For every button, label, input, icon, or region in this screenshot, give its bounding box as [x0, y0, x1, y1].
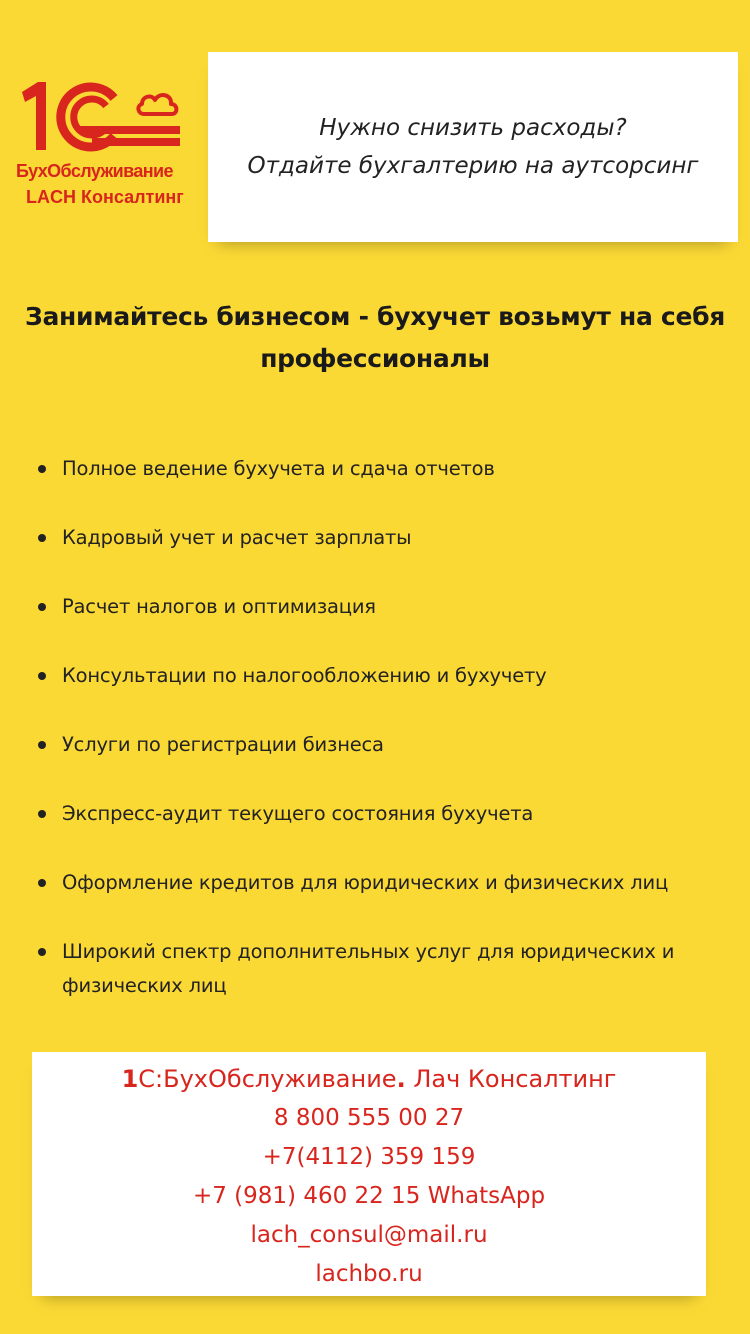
bullet-icon	[38, 534, 46, 542]
service-label: Кадровый учет и расчет зарплаты	[62, 526, 412, 549]
bullet-icon	[38, 810, 46, 818]
brand-prefix-bold: 1	[121, 1065, 139, 1093]
slogan-line-1: Нужно снизить расходы?	[319, 115, 627, 141]
service-label: Консультации по налогообложению и бухучету	[62, 664, 547, 687]
bullet-icon	[38, 672, 46, 680]
brand-company: Лач Консалтинг	[405, 1065, 617, 1093]
service-item	[36, 797, 726, 831]
service-label: Полное ведение бухучета и сдача отчетов	[62, 457, 495, 480]
bullet-icon	[38, 879, 46, 887]
phone-whatsapp[interactable]: +7 (981) 460 22 15 WhatsApp	[192, 1183, 546, 1209]
service-label: Оформление кредитов для юридических и физических лиц	[62, 871, 669, 894]
bullet-icon	[38, 948, 46, 956]
bullet-icon	[38, 741, 46, 749]
bullet-icon	[38, 465, 46, 473]
service-item	[36, 935, 726, 1003]
service-item	[36, 659, 726, 693]
1c-logo-icon	[16, 78, 184, 154]
service-item	[36, 590, 726, 624]
phone-local[interactable]: +7(4112) 359 159	[262, 1144, 476, 1170]
logo-subtitle: БухОбслуживание	[16, 161, 173, 181]
brand-dot: .	[396, 1065, 406, 1093]
phone-toll-free[interactable]: 8 800 555 00 27	[273, 1105, 465, 1131]
contact-brand-line	[32, 1060, 706, 1099]
main-headline: Занимайтесь бизнесом - бухучет возьмут на себя профессионалы	[24, 302, 726, 373]
service-label: Расчет налогов и оптимизация	[62, 595, 376, 618]
email-link[interactable]: lach_consul@mail.ru	[250, 1222, 488, 1248]
service-item	[36, 452, 726, 486]
bullet-icon	[38, 603, 46, 611]
service-item	[36, 728, 726, 762]
service-item	[36, 521, 726, 555]
brand-prefix: С:БухОбслуживание	[138, 1065, 397, 1093]
service-label: Услуги по регистрации бизнеса	[62, 733, 384, 756]
services-list	[36, 452, 726, 1038]
website-link[interactable]: lachbo.ru	[315, 1261, 423, 1287]
brand-logo	[16, 78, 196, 208]
service-label: Широкий спектр дополнительных услуг для юридических и физических лиц	[62, 940, 675, 997]
slogan-line-2: Отдайте бухгалтерию на аутсорсинг	[247, 153, 699, 179]
contact-card	[32, 1052, 706, 1296]
logo-company-name: LACH Консалтинг	[26, 187, 184, 207]
service-label: Экспресс-аудит текущего состояния бухучета	[62, 802, 534, 825]
service-item	[36, 866, 726, 900]
slogan-card	[208, 52, 738, 242]
